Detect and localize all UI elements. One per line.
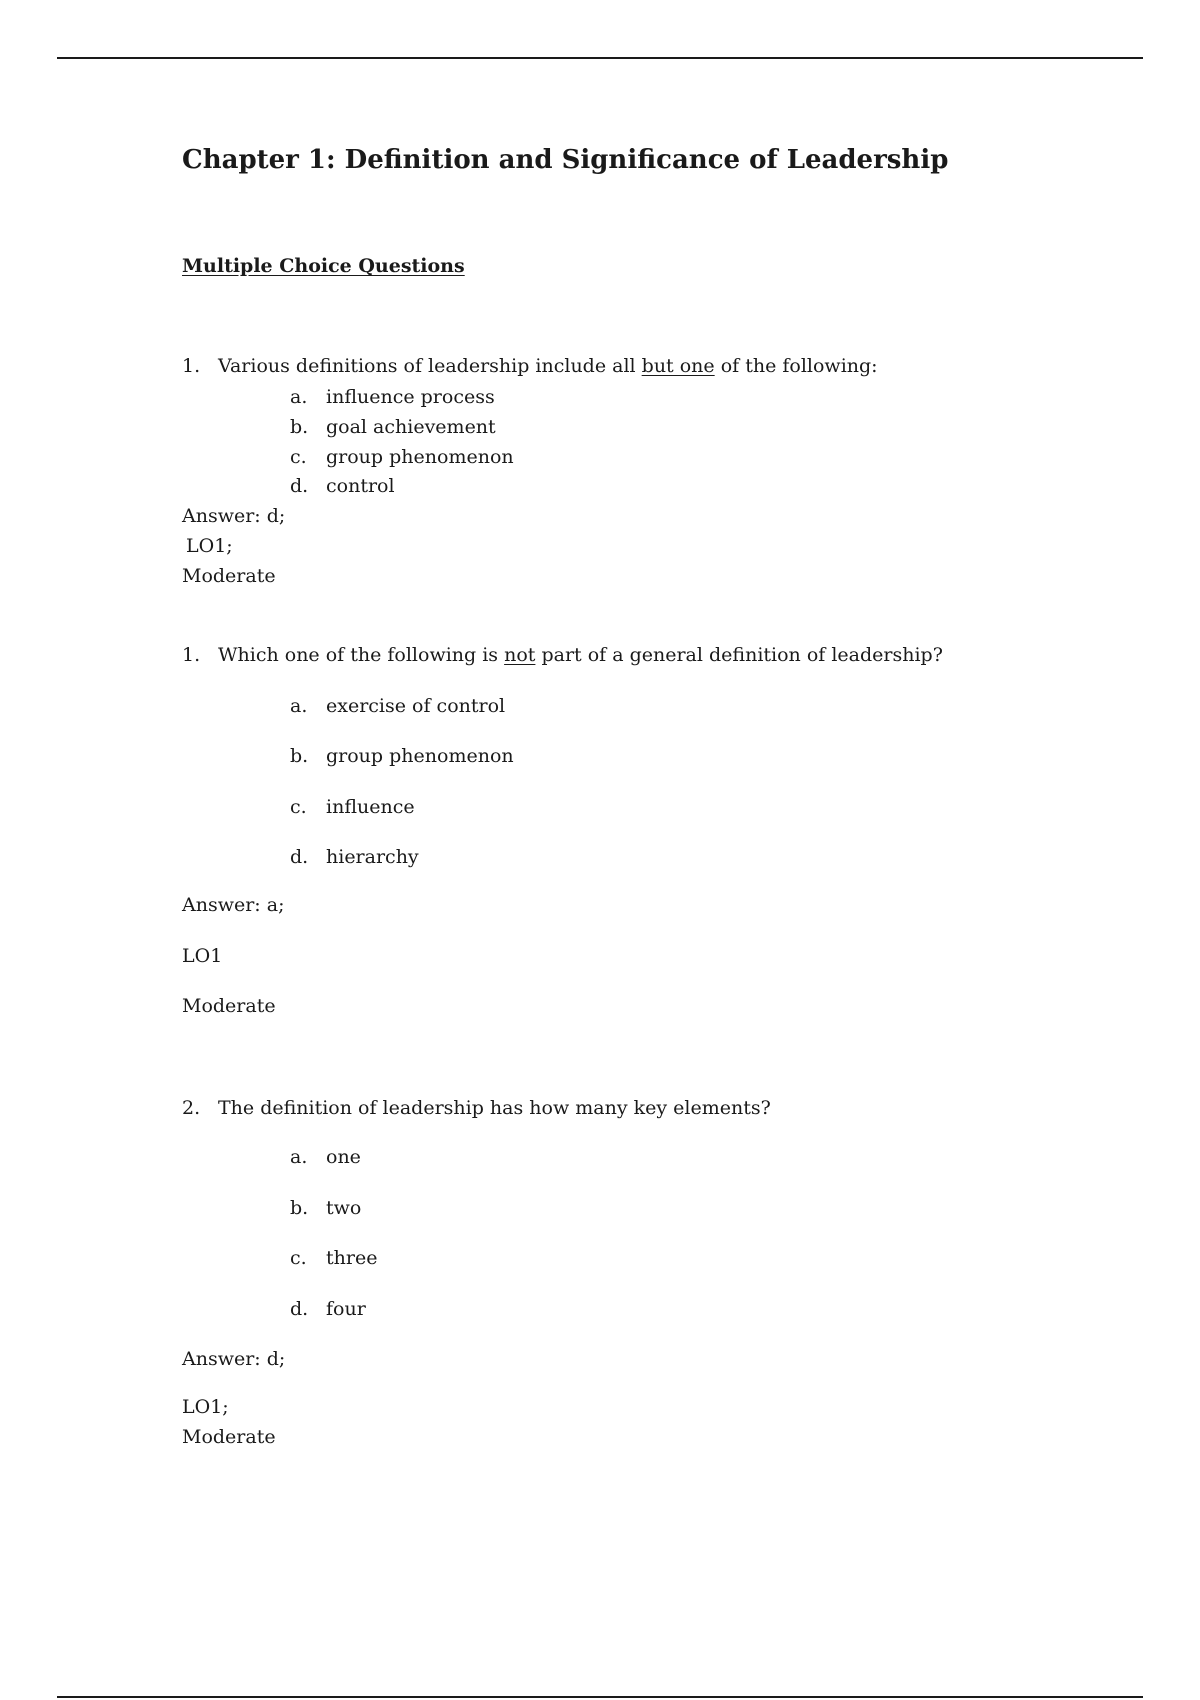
question-text: The definition of leadership has how many key elements? (218, 1097, 771, 1119)
question-text (218, 643, 943, 667)
footer-rule (57, 1696, 1143, 1698)
section-heading: Multiple Choice Questions (182, 255, 465, 277)
option-letter: d. (290, 475, 309, 497)
question-emphasis: not (504, 644, 536, 666)
option-letter: b. (290, 1197, 309, 1219)
option-text: one (326, 1146, 361, 1168)
option-text: two (326, 1197, 362, 1219)
option-letter: c. (290, 1247, 307, 1269)
question-emphasis: but one (641, 355, 715, 377)
option-text: four (326, 1298, 366, 1320)
option-text: influence (326, 796, 415, 818)
option-letter: d. (290, 846, 309, 868)
option-text: goal achievement (326, 416, 496, 438)
question-text-part: Various definitions of leadership include all (218, 355, 642, 377)
option-text: group phenomenon (326, 745, 514, 767)
answer-line: Answer: d; (182, 505, 286, 527)
answer-line: Answer: a; (182, 894, 285, 916)
option-text: influence process (326, 386, 495, 408)
learning-objective: LO1; (186, 535, 233, 557)
option-text: control (326, 475, 395, 497)
option-letter: a. (290, 1146, 308, 1168)
question-number: 2. (182, 1097, 201, 1119)
question-number: 1. (182, 355, 201, 377)
header-rule (57, 57, 1143, 59)
option-letter: a. (290, 386, 308, 408)
option-letter: d. (290, 1298, 309, 1320)
answer-line: Answer: d; (182, 1348, 286, 1370)
difficulty-level: Moderate (182, 995, 276, 1017)
question-text-part: Which one of the following is (218, 644, 505, 666)
difficulty-level: Moderate (182, 565, 276, 587)
option-text: hierarchy (326, 846, 419, 868)
option-letter: b. (290, 745, 309, 767)
option-letter: a. (290, 695, 308, 717)
option-letter: c. (290, 446, 307, 468)
learning-objective: LO1; (182, 1396, 229, 1418)
learning-objective: LO1 (182, 945, 223, 967)
option-letter: c. (290, 796, 307, 818)
question-text-part: part of a general definition of leadership? (535, 644, 943, 666)
option-text: exercise of control (326, 695, 506, 717)
option-text: three (326, 1247, 378, 1269)
question-text-part: of the following: (714, 355, 878, 377)
difficulty-level: Moderate (182, 1426, 276, 1448)
option-text: group phenomenon (326, 446, 514, 468)
question-number: 1. (182, 644, 201, 666)
option-letter: b. (290, 416, 309, 438)
question-text (218, 354, 878, 378)
page-title: Chapter 1: Definition and Significance of Leadership (182, 145, 949, 175)
